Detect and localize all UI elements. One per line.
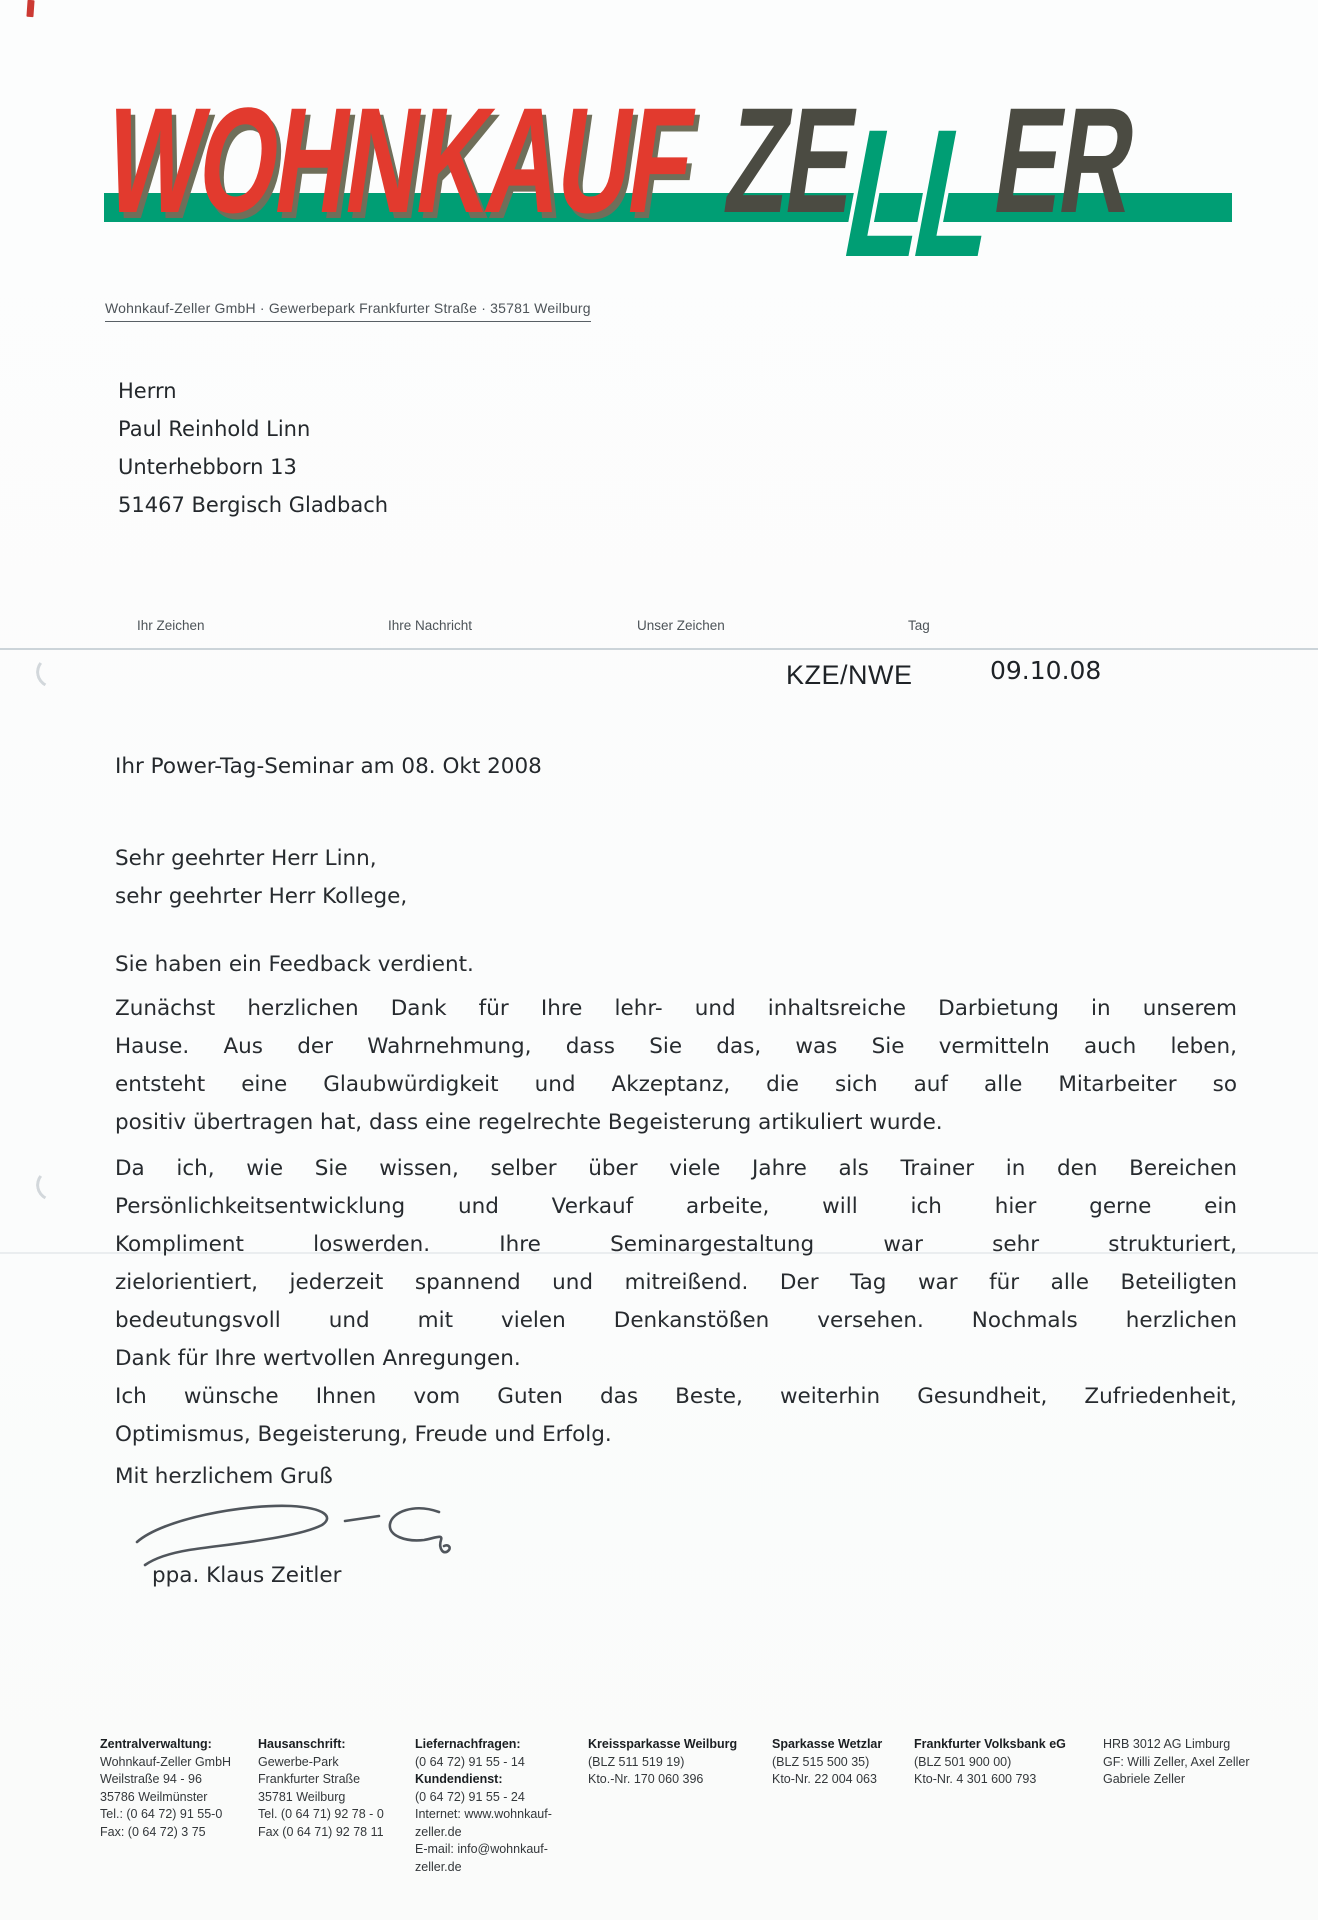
letter-footer [100,1736,1318,1874]
logo-letters-ll: LL [830,91,1008,295]
logo-letters-er: ER [984,76,1145,244]
ref-label-tag: Tag [908,618,930,633]
ref-label-ihre-nachricht: Ihre Nachricht [388,618,473,633]
footer-text-line: Tel.: (0 64 72) 91 55-0 [100,1807,223,1821]
footer-text-line: Weilstraße 94 - 96 [100,1772,202,1786]
text-line: zielorientiert, jederzeit spannend und mitreißend. Der Tag war für alle Beteiligten [115,1270,1237,1295]
footer-text-line: (BLZ 501 900 00) [914,1754,1012,1769]
text-line: Ich wünsche Ihnen vom Guten das Beste, weiterhin Gesundheit, Zufriedenheit, [115,1384,1237,1409]
footer-text-line: HRB 3012 AG Limburg [1103,1737,1231,1751]
footer-heading: Hausanschrift: [258,1737,346,1751]
company-logo [96,42,1240,295]
text-line: Hause. Aus der Wahrnehmung, dass Sie das, was Sie vermitteln auch leben, [115,1034,1237,1059]
footer-column [772,1736,912,1789]
text-line: positiv übertragen hat, dass eine regelrechte Begeisterung artikuliert wurde. [115,1110,943,1135]
footer-text-line: Gabriele Zeller [1103,1772,1185,1786]
footer-text-line: Fax (0 64 71) 92 78 11 [258,1824,384,1839]
footer-text-line: Gewerbe-Park [258,1754,339,1769]
text-line: Da ich, wie Sie wissen, selber über viele Jahre als Trainer in den Bereichen [115,1156,1237,1181]
footer-heading: Liefernachfragen: [415,1737,521,1751]
text-line: Persönlichkeitsentwicklung und Verkauf arbeite, will ich hier gerne ein [115,1194,1237,1219]
paragraph-3 [115,1378,1237,1454]
logo-word-wohnkauf: WOHNKAUF [96,76,702,244]
salutation [115,840,1237,916]
footer-text-line: Internet: www.wohnkauf-zeller.de [415,1807,552,1839]
paragraph-2 [115,1150,1237,1378]
footer-text-line: (BLZ 515 500 35) [772,1754,870,1769]
footer-heading: Kreissparkasse Weilburg [588,1737,738,1751]
punch-hole-mark-top [33,649,82,693]
footer-column [588,1736,770,1789]
footer-text-line: (BLZ 511 519 19) [588,1754,685,1769]
ref-label-unser-zeichen: Unser Zeichen [637,618,725,633]
footer-text-line: Kto-Nr. 4 301 600 793 [914,1772,1037,1786]
sender-address-line: Wohnkauf-Zeller GmbH · Gewerbepark Frankfurter Straße · 35781 Weilburg [105,300,591,322]
footer-column [914,1736,1102,1789]
text-line: Unterhebborn 13 [118,455,297,479]
text-line: bedeutungsvoll und mit vielen Denkanstößen versehen. Nochmals herzlichen [115,1308,1237,1333]
closing-phrase: Mit herzlichem Gruß [115,1464,333,1489]
text-line: Sehr geehrter Herr Linn, [115,846,377,871]
footer-text-line: 35781 Weilburg [258,1789,346,1804]
footer-heading: Sparkasse Wetzlar [772,1737,883,1751]
subject-line: Ihr Power-Tag-Seminar am 08. Okt 2008 [115,754,542,779]
signer-name: ppa. Klaus Zeitler [152,1563,342,1588]
ref-label-ihr-zeichen: Ihr Zeichen [137,618,205,633]
footer-text-line: Fax: (0 64 72) 3 75 [100,1824,206,1839]
fold-crease-line [0,648,1318,650]
punch-hole-mark-bottom [33,1162,82,1206]
footer-text-line: GF: Willi Zeller, Axel Zeller [1103,1754,1250,1769]
footer-column [415,1736,587,1876]
footer-text-line: Kto-Nr. 22 004 063 [772,1772,877,1786]
scan-artifact-red-mark [26,0,34,17]
logo-letters-ze: ZE [716,76,866,244]
text-line: Sie haben ein Feedback verdient. [115,952,474,977]
footer-heading: Zentralverwaltung: [100,1737,212,1751]
footer-column [1103,1736,1315,1789]
footer-column [100,1736,250,1841]
text-line: Herrn [118,379,177,403]
footer-heading: Frankfurter Volksbank eG [914,1737,1066,1751]
footer-text-line: 35786 Weilmünster [100,1789,208,1804]
footer-text-line: Kto.-Nr. 170 060 396 [588,1772,704,1786]
ref-value-date: 09.10.08 [990,656,1102,685]
text-line: Kompliment loswerden. Ihre Seminargestaltung war sehr strukturiert, [115,1232,1237,1257]
text-line: Dank für Ihre wertvollen Anregungen. [115,1346,521,1371]
footer-text-line: (0 64 72) 91 55 - 14 [415,1754,525,1769]
paragraph-1 [115,990,1237,1142]
text-line: entsteht eine Glaubwürdigkeit und Akzeptanz, die sich auf alle Mitarbeiter so [115,1072,1237,1097]
text-line: 51467 Bergisch Gladbach [118,493,389,517]
footer-text-line: Frankfurter Straße [258,1772,361,1786]
text-line: Paul Reinhold Linn [118,417,311,441]
footer-text-line: Tel. (0 64 71) 92 78 - 0 [258,1807,384,1821]
text-line: sehr geehrter Herr Kollege, [115,884,408,909]
footer-text-line: Wohnkauf-Zeller GmbH [100,1754,232,1769]
footer-text-line: (0 64 72) 91 55 - 24 [415,1789,525,1804]
text-line: Optimismus, Begeisterung, Freude und Erfolg. [115,1422,612,1447]
logo-wordmark [96,74,1145,295]
recipient-address [118,372,388,524]
footer-text-line: E-mail: info@wohnkauf-zeller.de [415,1842,548,1874]
text-line: Zunächst herzlichen Dank für Ihre lehr- und inhaltsreiche Darbietung in unserem [115,996,1237,1021]
footer-heading: Kundendienst: [415,1772,503,1786]
footer-column [258,1736,410,1841]
intro-line [115,946,1237,984]
ref-value-unser-zeichen: KZE/NWE [786,660,913,690]
